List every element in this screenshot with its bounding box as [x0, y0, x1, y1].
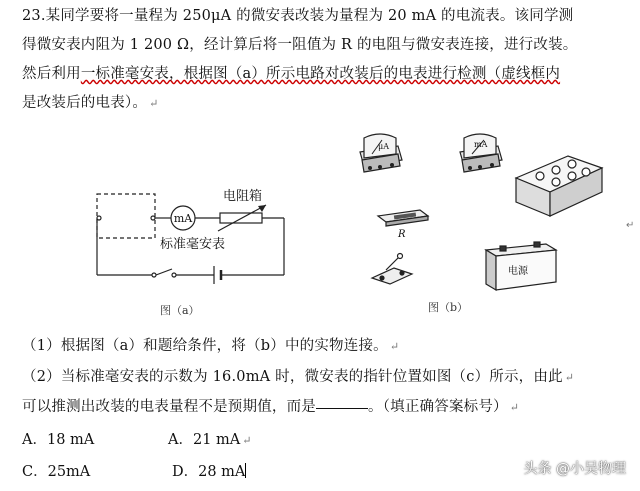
paragraph-mark: ↵ [242, 434, 252, 447]
option-c-text: C．25mA [22, 464, 91, 480]
option-b[interactable] [168, 428, 251, 449]
switch [156, 269, 172, 275]
milliammeter-symbol-label: mA [173, 212, 193, 225]
caption-a: 图（a） [160, 304, 200, 317]
problem-line-1 [22, 4, 573, 25]
paragraph-mark: ↵ [564, 371, 575, 384]
option-a-text: A．18 mA [22, 432, 95, 448]
option-c[interactable] [22, 460, 90, 481]
resistor-label: R [398, 229, 406, 240]
paragraph-mark: ↵ [149, 97, 159, 110]
modified-meter-dashed-box [97, 194, 155, 238]
problem-text-4: 是改装后的电表）。 [22, 95, 148, 111]
figure-area [0, 120, 640, 320]
resistor-box-label: 电阻箱 [223, 189, 263, 204]
question-2-text: （2）当标准毫安表的示数为 16.0mA 时，微安表的指针位置如图（c）所示，由此 [22, 369, 563, 385]
microammeter-device [360, 134, 402, 172]
paragraph-mark-figure: ↵ [626, 220, 635, 231]
option-a[interactable] [22, 428, 94, 449]
question-2-cont [22, 395, 519, 416]
resistor-box-device [516, 156, 602, 216]
question-2-cont-text: 可以推测出改装的电表量程不是预期值，而是 [22, 399, 316, 415]
paragraph-mark: ↵ [509, 401, 520, 414]
microammeter-label: μA [378, 142, 389, 151]
problem-text-2: 得微安表内阻为 1 200 Ω，经计算后将一阻值为 R 的电阻与微安表连接，进行改装。 [22, 37, 578, 53]
problem-text-3b: 一标准毫安表，根据图（a）所示电路对改装后的电表进行检测（虚线框内 [80, 66, 561, 82]
standard-meter-label: 标准毫安表 [160, 237, 226, 252]
problem-line-2 [22, 33, 577, 54]
power-label: 电源 [508, 266, 528, 277]
question-2 [22, 365, 574, 386]
switch-device [372, 254, 412, 285]
question-1 [22, 334, 399, 355]
option-d[interactable] [172, 460, 246, 481]
problem-text-1: 23.某同学要将一量程为 250μA 的微安表改装为量程为 20 mA 的电流表。该同学测 [22, 8, 574, 24]
problem-line-3 [22, 62, 560, 83]
text-cursor [245, 463, 246, 478]
question-1-text: （1）根据图（a）和题给条件，将（b）中的实物连接。 [22, 338, 388, 354]
option-b-text: A．21 mA [168, 432, 241, 448]
problem-line-4 [22, 91, 158, 112]
resistor-device [378, 210, 428, 226]
problem-text-3a: 然后利用 [22, 66, 81, 82]
variable-arrow [218, 205, 266, 231]
answer-blank[interactable] [316, 407, 368, 409]
watermark-text: 头条 @小吴物理 [523, 461, 626, 477]
paragraph-mark: ↵ [389, 340, 400, 353]
question-2-tail: 。（填正确答案标号） [368, 399, 508, 415]
option-d-text: D．28 mA [172, 464, 246, 480]
milliammeter-device [460, 134, 502, 172]
milliammeter-label: mA [474, 140, 488, 149]
caption-b: 图（b） [428, 301, 469, 314]
watermark [524, 458, 626, 478]
